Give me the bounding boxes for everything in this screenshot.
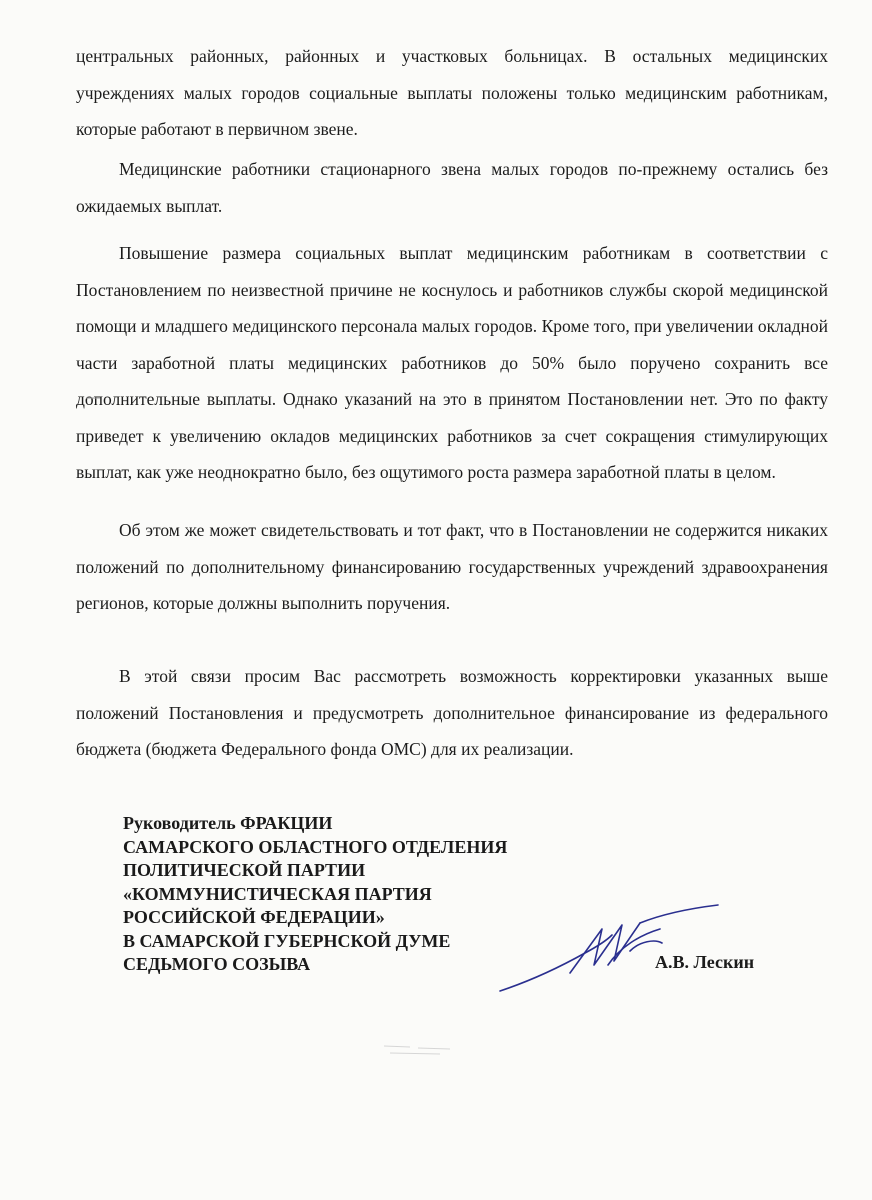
signer-name: А.В. Лескин	[655, 952, 755, 972]
signatory-title-line-5: РОССИЙСКОЙ ФЕДЕРАЦИИ»	[123, 907, 385, 927]
signatory-title-line-1: Руководитель ФРАКЦИИ	[123, 813, 333, 833]
signatory-title-line-3: ПОЛИТИЧЕСКОЙ ПАРТИИ	[123, 860, 366, 880]
signatory-title-line-7: СЕДЬМОГО СОЗЫВА	[123, 954, 311, 974]
paragraph-1: центральных районных, районных и участковых больницах. В остальных медицинских учреждениях малых городов социальные выплаты положены только медицинским работникам, которые работают в первичном звене.	[76, 46, 828, 139]
scan-artifact-dash	[84, 394, 104, 402]
signatory-title-block	[123, 812, 507, 977]
paragraph-5: В этой связи просим Вас рассмотреть возможность корректировки указанных выше положений Постановления и предусмотреть дополнительное финансирование из федерального бюджета (бюджета Федерального фонда ОМС) для их реализации.	[76, 666, 828, 759]
signatory-title-line-4: «КОММУНИСТИЧЕСКАЯ ПАРТИЯ	[123, 883, 432, 904]
paragraph-4: Об этом же может свидетельствовать и тот факт, что в Постановлении не содержится никаких положений по дополнительному финансированию государственных учреждений здравоохранения регионов, которые должны выполнить поручения.	[76, 520, 828, 613]
paragraph-2: Медицинские работники стационарного звена малых городов по-прежнему остались без ожидаемых выплат.	[76, 159, 828, 216]
signatory-title-line-6: В САМАРСКОЙ ГУБЕРНСКОЙ ДУМЕ	[123, 930, 451, 951]
handwritten-signature	[490, 895, 730, 1005]
paragraph-3: Повышение размера социальных выплат медицинским работникам в соответствии с Постановлением по неизвестной причине не коснулось и работников службы скорой медицинской помощи и младшего медицинского персонала малых городов. Кроме того, при увеличении окладной части заработной платы медицинских работников до 50% было поручено сохранить все дополнительные выплаты. Однако указаний на это в принятом Постановлении нет. Это по факту приведет к увеличению окладов медицинских работников за счет сокращения стимулирующих выплат, как уже неоднократно было, без ощутимого роста размера заработной платы в целом.	[76, 243, 828, 482]
scan-artifact-mark	[380, 1038, 460, 1058]
signatory-title-line-2: САМАРСКОГО ОБЛАСТНОГО ОТДЕЛЕНИЯ	[123, 836, 508, 857]
